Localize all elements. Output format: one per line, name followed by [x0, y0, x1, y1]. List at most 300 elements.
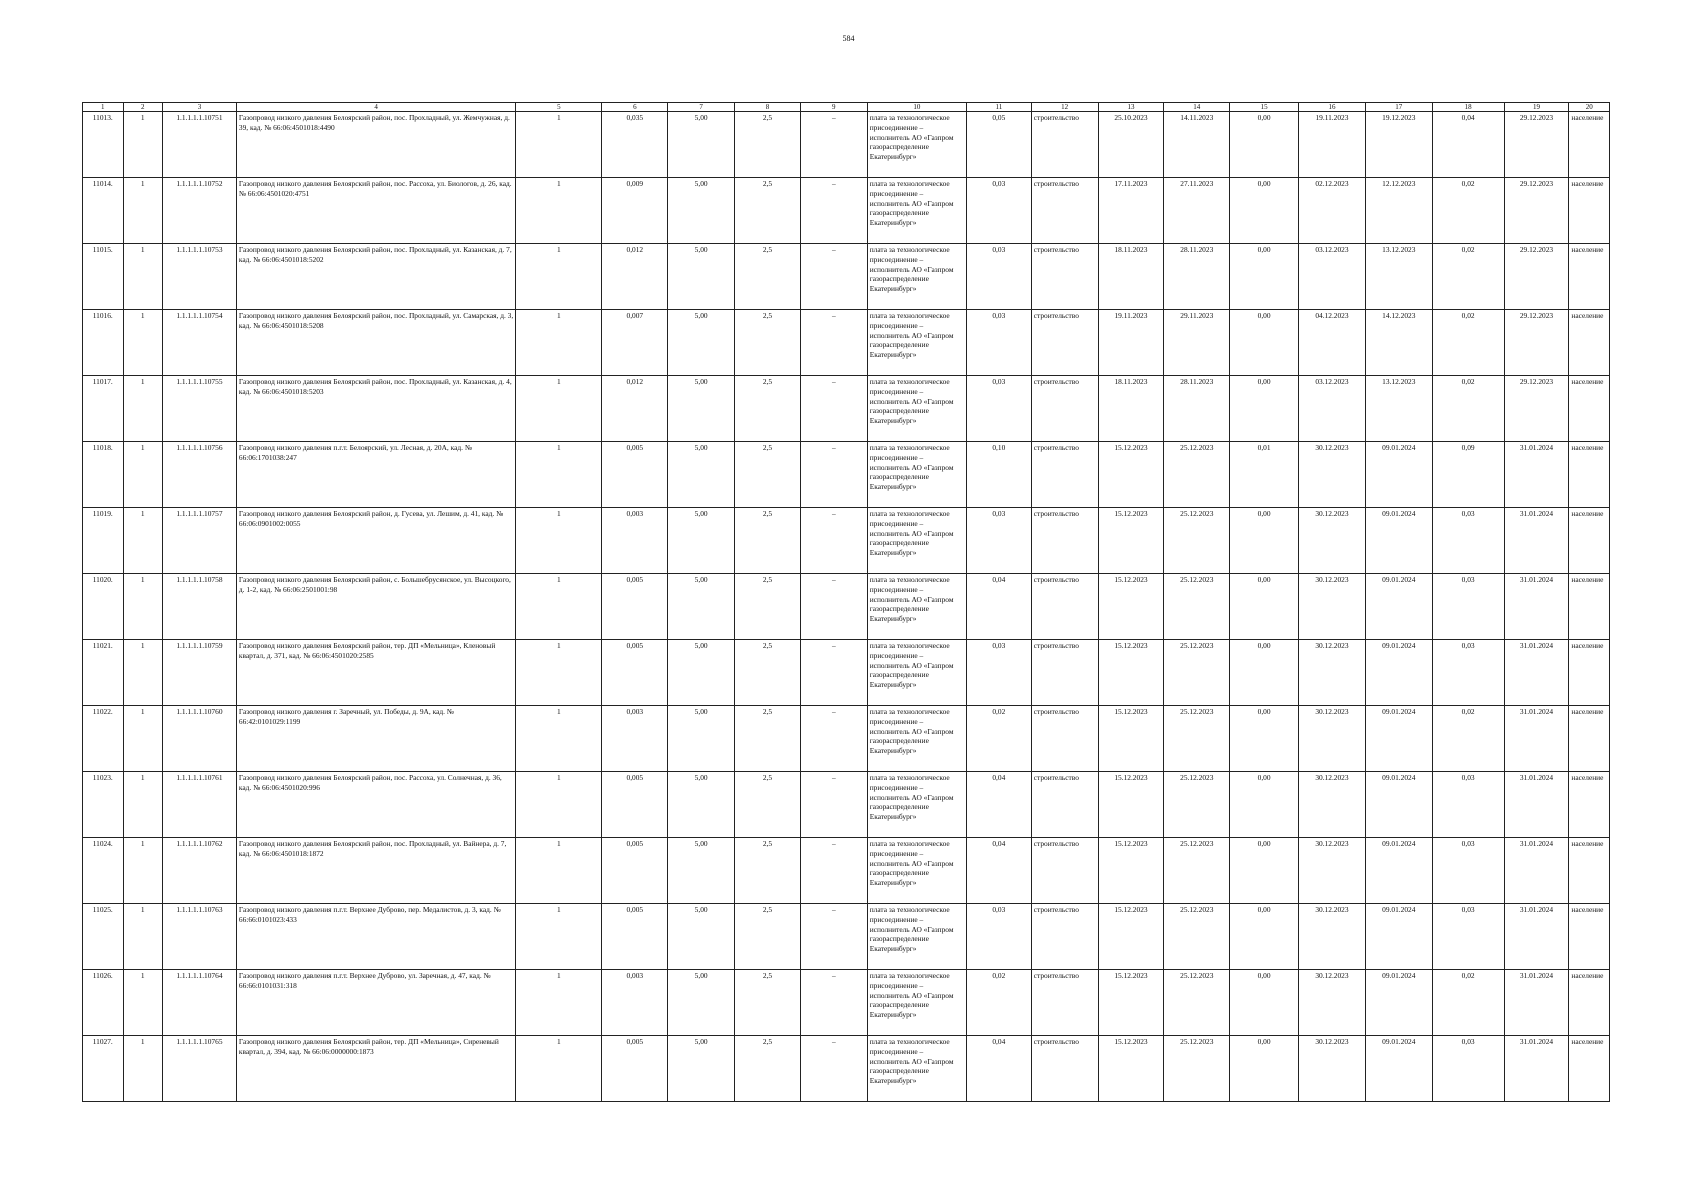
cell-2: 1 — [123, 1036, 162, 1102]
work-type: строительство — [1031, 508, 1098, 574]
date-14: 28.11.2023 — [1164, 376, 1230, 442]
consumer-category: население — [1569, 706, 1610, 772]
consumer-category: население — [1569, 1036, 1610, 1102]
date-13: 15.12.2023 — [1098, 838, 1164, 904]
cell-6: 0,003 — [602, 706, 668, 772]
cell-15: 0,01 — [1230, 442, 1299, 508]
date-14: 25.12.2023 — [1164, 970, 1230, 1036]
column-header-12: 12 — [1031, 103, 1098, 112]
consumer-category: население — [1569, 574, 1610, 640]
date-17: 09.01.2024 — [1365, 904, 1432, 970]
cell-15: 0,00 — [1230, 772, 1299, 838]
project-code: 1.1.1.1.1.10755 — [162, 376, 236, 442]
cell-7: 5,00 — [668, 838, 735, 904]
cell-5: 1 — [516, 178, 602, 244]
row-number: 11025. — [83, 904, 124, 970]
project-code: 1.1.1.1.1.10757 — [162, 508, 236, 574]
date-13: 15.12.2023 — [1098, 772, 1164, 838]
cell-6: 0,005 — [602, 640, 668, 706]
date-16: 30.12.2023 — [1299, 1036, 1366, 1102]
row-number: 11015. — [83, 244, 124, 310]
cell-6: 0,005 — [602, 1036, 668, 1102]
cell-7: 5,00 — [668, 706, 735, 772]
cell-18: 0,03 — [1432, 508, 1504, 574]
column-header-15: 15 — [1230, 103, 1299, 112]
column-header-14: 14 — [1164, 103, 1230, 112]
date-14: 25.12.2023 — [1164, 904, 1230, 970]
date-13: 19.11.2023 — [1098, 310, 1164, 376]
cell-7: 5,00 — [668, 772, 735, 838]
date-17: 09.01.2024 — [1365, 640, 1432, 706]
date-19: 31.01.2024 — [1504, 772, 1569, 838]
column-header-17: 17 — [1365, 103, 1432, 112]
financing-source: плата за технологическое присоединение – исполнитель АО «Газпром газораспределение Екатеринбург» — [867, 838, 966, 904]
project-description: Газопровод низкого давления Белоярский район, пос. Рассоха, ул. Солнечная, д. 36, кад. № 66:06:4501020:996 — [236, 772, 515, 838]
date-16: 30.12.2023 — [1299, 970, 1366, 1036]
work-type: строительство — [1031, 838, 1098, 904]
date-17: 13.12.2023 — [1365, 244, 1432, 310]
project-code: 1.1.1.1.1.10760 — [162, 706, 236, 772]
date-13: 17.11.2023 — [1098, 178, 1164, 244]
date-13: 15.12.2023 — [1098, 904, 1164, 970]
column-header-19: 19 — [1504, 103, 1569, 112]
column-number-row — [83, 103, 1610, 112]
date-19: 29.12.2023 — [1504, 376, 1569, 442]
date-16: 03.12.2023 — [1299, 244, 1366, 310]
cell-18: 0,02 — [1432, 244, 1504, 310]
cell-15: 0,00 — [1230, 706, 1299, 772]
row-number: 11021. — [83, 640, 124, 706]
date-17: 09.01.2024 — [1365, 574, 1432, 640]
project-code: 1.1.1.1.1.10765 — [162, 1036, 236, 1102]
consumer-category: население — [1569, 904, 1610, 970]
consumer-category: население — [1569, 376, 1610, 442]
cell-6: 0,005 — [602, 838, 668, 904]
cell-2: 1 — [123, 970, 162, 1036]
project-code: 1.1.1.1.1.10753 — [162, 244, 236, 310]
cell-15: 0,00 — [1230, 1036, 1299, 1102]
table-row — [83, 574, 1610, 640]
cell-9: – — [800, 112, 867, 178]
cell-7: 5,00 — [668, 244, 735, 310]
cell-2: 1 — [123, 244, 162, 310]
table-row — [83, 706, 1610, 772]
column-header-8: 8 — [735, 103, 801, 112]
date-17: 09.01.2024 — [1365, 970, 1432, 1036]
cell-11: 0,03 — [966, 904, 1031, 970]
date-16: 30.12.2023 — [1299, 904, 1366, 970]
project-code: 1.1.1.1.1.10763 — [162, 904, 236, 970]
cell-6: 0,005 — [602, 442, 668, 508]
project-code: 1.1.1.1.1.10751 — [162, 112, 236, 178]
table-row — [83, 376, 1610, 442]
cell-9: – — [800, 640, 867, 706]
cell-2: 1 — [123, 112, 162, 178]
cell-9: – — [800, 244, 867, 310]
date-19: 29.12.2023 — [1504, 178, 1569, 244]
page-number: 584 — [842, 34, 855, 43]
cell-2: 1 — [123, 376, 162, 442]
row-number: 11024. — [83, 838, 124, 904]
financing-source: плата за технологическое присоединение – исполнитель АО «Газпром газораспределение Екатеринбург» — [867, 310, 966, 376]
cell-18: 0,03 — [1432, 640, 1504, 706]
date-13: 15.12.2023 — [1098, 970, 1164, 1036]
project-code: 1.1.1.1.1.10754 — [162, 310, 236, 376]
cell-6: 0,003 — [602, 508, 668, 574]
cell-18: 0,03 — [1432, 772, 1504, 838]
date-17: 14.12.2023 — [1365, 310, 1432, 376]
cell-9: – — [800, 574, 867, 640]
cell-18: 0,09 — [1432, 442, 1504, 508]
cell-2: 1 — [123, 904, 162, 970]
cell-2: 1 — [123, 178, 162, 244]
cell-9: – — [800, 508, 867, 574]
cell-9: – — [800, 310, 867, 376]
cell-8: 2,5 — [735, 574, 801, 640]
consumer-category: население — [1569, 838, 1610, 904]
column-header-9: 9 — [800, 103, 867, 112]
row-number: 11026. — [83, 970, 124, 1036]
date-14: 27.11.2023 — [1164, 178, 1230, 244]
cell-15: 0,00 — [1230, 178, 1299, 244]
column-header-20: 20 — [1569, 103, 1610, 112]
project-description: Газопровод низкого давления п.г.т. Верхнее Дуброво, ул. Заречная, д. 47, кад. № 66:66:0101031:318 — [236, 970, 515, 1036]
column-header-11: 11 — [966, 103, 1031, 112]
cell-8: 2,5 — [735, 508, 801, 574]
cell-15: 0,00 — [1230, 970, 1299, 1036]
date-19: 31.01.2024 — [1504, 904, 1569, 970]
cell-7: 5,00 — [668, 1036, 735, 1102]
date-16: 02.12.2023 — [1299, 178, 1366, 244]
cell-8: 2,5 — [735, 772, 801, 838]
cell-5: 1 — [516, 904, 602, 970]
project-description: Газопровод низкого давления Белоярский район, с. Большебрусянское, ул. Высоцкого, д. 1-2, кад. № 66:06:2501001:98 — [236, 574, 515, 640]
date-13: 15.12.2023 — [1098, 706, 1164, 772]
date-19: 31.01.2024 — [1504, 640, 1569, 706]
cell-15: 0,00 — [1230, 244, 1299, 310]
cell-7: 5,00 — [668, 376, 735, 442]
date-13: 15.12.2023 — [1098, 1036, 1164, 1102]
cell-7: 5,00 — [668, 970, 735, 1036]
cell-18: 0,03 — [1432, 838, 1504, 904]
cell-11: 0,04 — [966, 772, 1031, 838]
cell-11: 0,04 — [966, 574, 1031, 640]
cell-11: 0,03 — [966, 640, 1031, 706]
financing-source: плата за технологическое присоединение – исполнитель АО «Газпром газораспределение Екатеринбург» — [867, 244, 966, 310]
cell-18: 0,04 — [1432, 112, 1504, 178]
project-description: Газопровод низкого давления Белоярский район, пос. Прохладный, ул. Вайнера, д. 7, кад. № 66:06:4501018:1872 — [236, 838, 515, 904]
cell-7: 5,00 — [668, 508, 735, 574]
cell-9: – — [800, 1036, 867, 1102]
date-14: 25.12.2023 — [1164, 838, 1230, 904]
cell-11: 0,02 — [966, 970, 1031, 1036]
financing-source: плата за технологическое присоединение – исполнитель АО «Газпром газораспределение Екатеринбург» — [867, 178, 966, 244]
date-14: 25.12.2023 — [1164, 574, 1230, 640]
date-19: 31.01.2024 — [1504, 706, 1569, 772]
cell-18: 0,02 — [1432, 178, 1504, 244]
project-code: 1.1.1.1.1.10759 — [162, 640, 236, 706]
financing-source: плата за технологическое присоединение – исполнитель АО «Газпром газораспределение Екатеринбург» — [867, 772, 966, 838]
financing-source: плата за технологическое присоединение – исполнитель АО «Газпром газораспределение Екатеринбург» — [867, 904, 966, 970]
cell-6: 0,012 — [602, 244, 668, 310]
date-19: 31.01.2024 — [1504, 1036, 1569, 1102]
financing-source: плата за технологическое присоединение – исполнитель АО «Газпром газораспределение Екатеринбург» — [867, 574, 966, 640]
date-19: 31.01.2024 — [1504, 838, 1569, 904]
work-type: строительство — [1031, 904, 1098, 970]
cell-5: 1 — [516, 1036, 602, 1102]
table-row — [83, 970, 1610, 1036]
column-header-16: 16 — [1299, 103, 1366, 112]
work-type: строительство — [1031, 970, 1098, 1036]
cell-8: 2,5 — [735, 244, 801, 310]
cell-8: 2,5 — [735, 1036, 801, 1102]
work-type: строительство — [1031, 376, 1098, 442]
date-19: 31.01.2024 — [1504, 970, 1569, 1036]
date-19: 29.12.2023 — [1504, 310, 1569, 376]
date-16: 30.12.2023 — [1299, 574, 1366, 640]
cell-8: 2,5 — [735, 904, 801, 970]
cell-5: 1 — [516, 442, 602, 508]
cell-11: 0,02 — [966, 706, 1031, 772]
work-type: строительство — [1031, 244, 1098, 310]
cell-2: 1 — [123, 310, 162, 376]
cell-5: 1 — [516, 112, 602, 178]
cell-11: 0,04 — [966, 1036, 1031, 1102]
consumer-category: население — [1569, 112, 1610, 178]
cell-9: – — [800, 706, 867, 772]
consumer-category: население — [1569, 310, 1610, 376]
cell-6: 0,003 — [602, 970, 668, 1036]
cell-8: 2,5 — [735, 838, 801, 904]
row-number: 11016. — [83, 310, 124, 376]
date-13: 15.12.2023 — [1098, 442, 1164, 508]
table-row — [83, 310, 1610, 376]
column-header-5: 5 — [516, 103, 602, 112]
table-row — [83, 904, 1610, 970]
date-17: 13.12.2023 — [1365, 376, 1432, 442]
cell-7: 5,00 — [668, 442, 735, 508]
cell-9: – — [800, 178, 867, 244]
work-type: строительство — [1031, 310, 1098, 376]
date-13: 15.12.2023 — [1098, 508, 1164, 574]
consumer-category: население — [1569, 244, 1610, 310]
column-header-18: 18 — [1432, 103, 1504, 112]
work-type: строительство — [1031, 640, 1098, 706]
table-row — [83, 442, 1610, 508]
cell-8: 2,5 — [735, 706, 801, 772]
date-16: 19.11.2023 — [1299, 112, 1366, 178]
row-number: 11013. — [83, 112, 124, 178]
cell-9: – — [800, 772, 867, 838]
cell-9: – — [800, 442, 867, 508]
consumer-category: население — [1569, 178, 1610, 244]
date-17: 09.01.2024 — [1365, 772, 1432, 838]
cell-8: 2,5 — [735, 640, 801, 706]
row-number: 11023. — [83, 772, 124, 838]
cell-7: 5,00 — [668, 178, 735, 244]
cell-6: 0,005 — [602, 772, 668, 838]
financing-source: плата за технологическое присоединение – исполнитель АО «Газпром газораспределение Екатеринбург» — [867, 706, 966, 772]
date-19: 29.12.2023 — [1504, 112, 1569, 178]
cell-15: 0,00 — [1230, 112, 1299, 178]
column-header-4: 4 — [236, 103, 515, 112]
cell-15: 0,00 — [1230, 376, 1299, 442]
date-16: 30.12.2023 — [1299, 838, 1366, 904]
cell-15: 0,00 — [1230, 640, 1299, 706]
cell-5: 1 — [516, 970, 602, 1036]
cell-15: 0,00 — [1230, 310, 1299, 376]
work-type: строительство — [1031, 772, 1098, 838]
financing-source: плата за технологическое присоединение – исполнитель АО «Газпром газораспределение Екатеринбург» — [867, 112, 966, 178]
cell-8: 2,5 — [735, 376, 801, 442]
cell-6: 0,005 — [602, 904, 668, 970]
date-19: 31.01.2024 — [1504, 442, 1569, 508]
cell-11: 0,03 — [966, 244, 1031, 310]
cell-18: 0,03 — [1432, 574, 1504, 640]
date-14: 25.12.2023 — [1164, 442, 1230, 508]
work-type: строительство — [1031, 1036, 1098, 1102]
cell-8: 2,5 — [735, 442, 801, 508]
cell-15: 0,00 — [1230, 838, 1299, 904]
date-16: 30.12.2023 — [1299, 442, 1366, 508]
date-13: 18.11.2023 — [1098, 376, 1164, 442]
project-code: 1.1.1.1.1.10764 — [162, 970, 236, 1036]
cell-5: 1 — [516, 244, 602, 310]
date-13: 15.12.2023 — [1098, 574, 1164, 640]
column-header-6: 6 — [602, 103, 668, 112]
consumer-category: население — [1569, 772, 1610, 838]
date-14: 25.12.2023 — [1164, 772, 1230, 838]
project-code: 1.1.1.1.1.10762 — [162, 838, 236, 904]
financing-source: плата за технологическое присоединение – исполнитель АО «Газпром газораспределение Екатеринбург» — [867, 508, 966, 574]
project-description: Газопровод низкого давления Белоярский район, пос. Прохладный, ул. Самарская, д. 3, кад. № 66:06:4501018:5208 — [236, 310, 515, 376]
cell-6: 0,012 — [602, 376, 668, 442]
column-header-1: 1 — [83, 103, 124, 112]
date-19: 29.12.2023 — [1504, 244, 1569, 310]
financing-source: плата за технологическое присоединение – исполнитель АО «Газпром газораспределение Екатеринбург» — [867, 376, 966, 442]
date-17: 12.12.2023 — [1365, 178, 1432, 244]
cell-9: – — [800, 970, 867, 1036]
cell-15: 0,00 — [1230, 574, 1299, 640]
cell-7: 5,00 — [668, 112, 735, 178]
column-header-13: 13 — [1098, 103, 1164, 112]
date-16: 03.12.2023 — [1299, 376, 1366, 442]
date-17: 09.01.2024 — [1365, 1036, 1432, 1102]
row-number: 11018. — [83, 442, 124, 508]
cell-18: 0,02 — [1432, 376, 1504, 442]
cell-5: 1 — [516, 376, 602, 442]
cell-2: 1 — [123, 772, 162, 838]
cell-2: 1 — [123, 838, 162, 904]
cell-7: 5,00 — [668, 904, 735, 970]
work-type: строительство — [1031, 574, 1098, 640]
cell-5: 1 — [516, 574, 602, 640]
date-16: 30.12.2023 — [1299, 772, 1366, 838]
row-number: 11027. — [83, 1036, 124, 1102]
cell-9: – — [800, 904, 867, 970]
consumer-category: население — [1569, 970, 1610, 1036]
date-16: 30.12.2023 — [1299, 508, 1366, 574]
date-14: 25.12.2023 — [1164, 706, 1230, 772]
project-code: 1.1.1.1.1.10758 — [162, 574, 236, 640]
column-header-10: 10 — [867, 103, 966, 112]
project-description: Газопровод низкого давления Белоярский район, тер. ДП «Мельница», Сиреневый квартал, д. 394, кад. № 66:06:0000000:1873 — [236, 1036, 515, 1102]
work-type: строительство — [1031, 112, 1098, 178]
cell-5: 1 — [516, 706, 602, 772]
project-description: Газопровод низкого давления п.г.т. Верхнее Дуброво, пер. Медалистов, д. 3, кад. № 66:66:0101023:433 — [236, 904, 515, 970]
cell-2: 1 — [123, 706, 162, 772]
table-row — [83, 112, 1610, 178]
date-14: 25.12.2023 — [1164, 640, 1230, 706]
date-14: 25.12.2023 — [1164, 1036, 1230, 1102]
cell-11: 0,05 — [966, 112, 1031, 178]
cell-11: 0,10 — [966, 442, 1031, 508]
cell-8: 2,5 — [735, 970, 801, 1036]
cell-11: 0,03 — [966, 178, 1031, 244]
cell-18: 0,02 — [1432, 970, 1504, 1036]
column-header-7: 7 — [668, 103, 735, 112]
cell-9: – — [800, 376, 867, 442]
cell-11: 0,03 — [966, 508, 1031, 574]
consumer-category: население — [1569, 442, 1610, 508]
cell-15: 0,00 — [1230, 904, 1299, 970]
row-number: 11019. — [83, 508, 124, 574]
cell-15: 0,00 — [1230, 508, 1299, 574]
date-13: 25.10.2023 — [1098, 112, 1164, 178]
cell-2: 1 — [123, 508, 162, 574]
column-header-2: 2 — [123, 103, 162, 112]
cell-6: 0,007 — [602, 310, 668, 376]
cell-6: 0,009 — [602, 178, 668, 244]
cell-5: 1 — [516, 772, 602, 838]
cell-8: 2,5 — [735, 178, 801, 244]
cell-2: 1 — [123, 640, 162, 706]
project-description: Газопровод низкого давления Белоярский район, пос. Рассоха, ул. Биологов, д. 26, кад. № 66:06:4501020:4751 — [236, 178, 515, 244]
table-row — [83, 178, 1610, 244]
project-description: Газопровод низкого давления п.г.т. Белоярский, ул. Лесная, д. 20А, кад. № 66:06:1701038:247 — [236, 442, 515, 508]
date-14: 14.11.2023 — [1164, 112, 1230, 178]
row-number: 11017. — [83, 376, 124, 442]
table-row — [83, 244, 1610, 310]
project-code: 1.1.1.1.1.10752 — [162, 178, 236, 244]
cell-7: 5,00 — [668, 574, 735, 640]
financing-source: плата за технологическое присоединение – исполнитель АО «Газпром газораспределение Екатеринбург» — [867, 970, 966, 1036]
project-description: Газопровод низкого давления Белоярский район, тер. ДП «Мельница», Кленовый квартал, д. 371, кад. № 66:06:4501020:2585 — [236, 640, 515, 706]
cell-11: 0,04 — [966, 838, 1031, 904]
date-14: 29.11.2023 — [1164, 310, 1230, 376]
date-17: 19.12.2023 — [1365, 112, 1432, 178]
cell-18: 0,03 — [1432, 904, 1504, 970]
date-14: 28.11.2023 — [1164, 244, 1230, 310]
row-number: 11014. — [83, 178, 124, 244]
project-description: Газопровод низкого давления г. Заречный, ул. Победы, д. 9А, кад. № 66:42:0101029:1199 — [236, 706, 515, 772]
cell-5: 1 — [516, 310, 602, 376]
cell-7: 5,00 — [668, 310, 735, 376]
date-14: 25.12.2023 — [1164, 508, 1230, 574]
project-description: Газопровод низкого давления Белоярский район, д. Гусева, ул. Лешим, д. 41, кад. № 66:06:0901002:0055 — [236, 508, 515, 574]
date-17: 09.01.2024 — [1365, 442, 1432, 508]
date-16: 30.12.2023 — [1299, 706, 1366, 772]
investment-program-table — [82, 102, 1610, 1102]
date-17: 09.01.2024 — [1365, 508, 1432, 574]
work-type: строительство — [1031, 178, 1098, 244]
date-13: 15.12.2023 — [1098, 640, 1164, 706]
cell-2: 1 — [123, 574, 162, 640]
cell-9: – — [800, 838, 867, 904]
cell-7: 5,00 — [668, 640, 735, 706]
row-number: 11020. — [83, 574, 124, 640]
cell-5: 1 — [516, 640, 602, 706]
